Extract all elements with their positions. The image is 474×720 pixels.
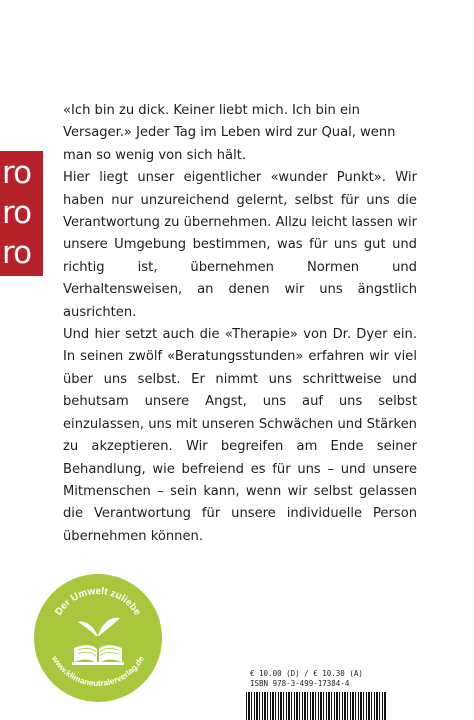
logo-line-1: ro — [2, 154, 32, 191]
isbn-text: ISBN 978-3-499-17384-4 — [250, 679, 350, 688]
blurb-paragraph-1: «Ich bin zu dick. Keiner liebt mich. Ich bin ein Versager.» Jeder Tag im Leben wird zur Qual, wenn man so wenig von sich hält. — [63, 103, 396, 163]
eco-badge-graphic — [34, 574, 162, 702]
barcode — [246, 692, 386, 720]
logo-line-3: ro — [2, 235, 32, 272]
blurb-paragraph-2: Hier liegt unser eigentlicher «wunder Punkt». Wir haben nur unzureichend gelernt, selbst für uns die Verantwortung zu übernehmen. Allzu leicht lassen wir unsere Umgebung bestimmen, was für uns gut und richtig ist, übernehmen Normen und Verhaltensweisen, an denen wir uns ängstlich ausrichten. — [63, 170, 417, 320]
badge-top-text: Der Umwelt zuliebe — [53, 585, 143, 618]
rororo-logo — [0, 151, 43, 276]
logo-line-2: ro — [2, 194, 32, 231]
blurb-paragraph-3: Und hier setzt auch die «Therapie» von Dr. Dyer ein. In seinen zwölf «Beratungsstunden» erfahren wir viel über uns selbst. Er nimmt uns schrittweise und behutsam unsere Angst, uns auf uns selbst einzulassen, uns mit unseren Schwächen und Stärken zu akzeptieren. Wir begreifen am Ende seiner Behandlung, wie befreiend es für uns – und unsere Mitmenschen – sein kann, wenn wir selbst gelassen die Verantwortung für unsere individuelle Person übernehmen können. — [63, 327, 417, 544]
blurb-text — [63, 100, 417, 548]
badge-bottom-text: www.klimaneutralerverlag.de — [50, 654, 146, 689]
eco-badge — [34, 574, 162, 702]
price-block — [250, 669, 380, 689]
price-text: € 10.00 (D) / € 10.30 (A) — [250, 669, 363, 678]
book-leaf-icon — [72, 618, 124, 665]
